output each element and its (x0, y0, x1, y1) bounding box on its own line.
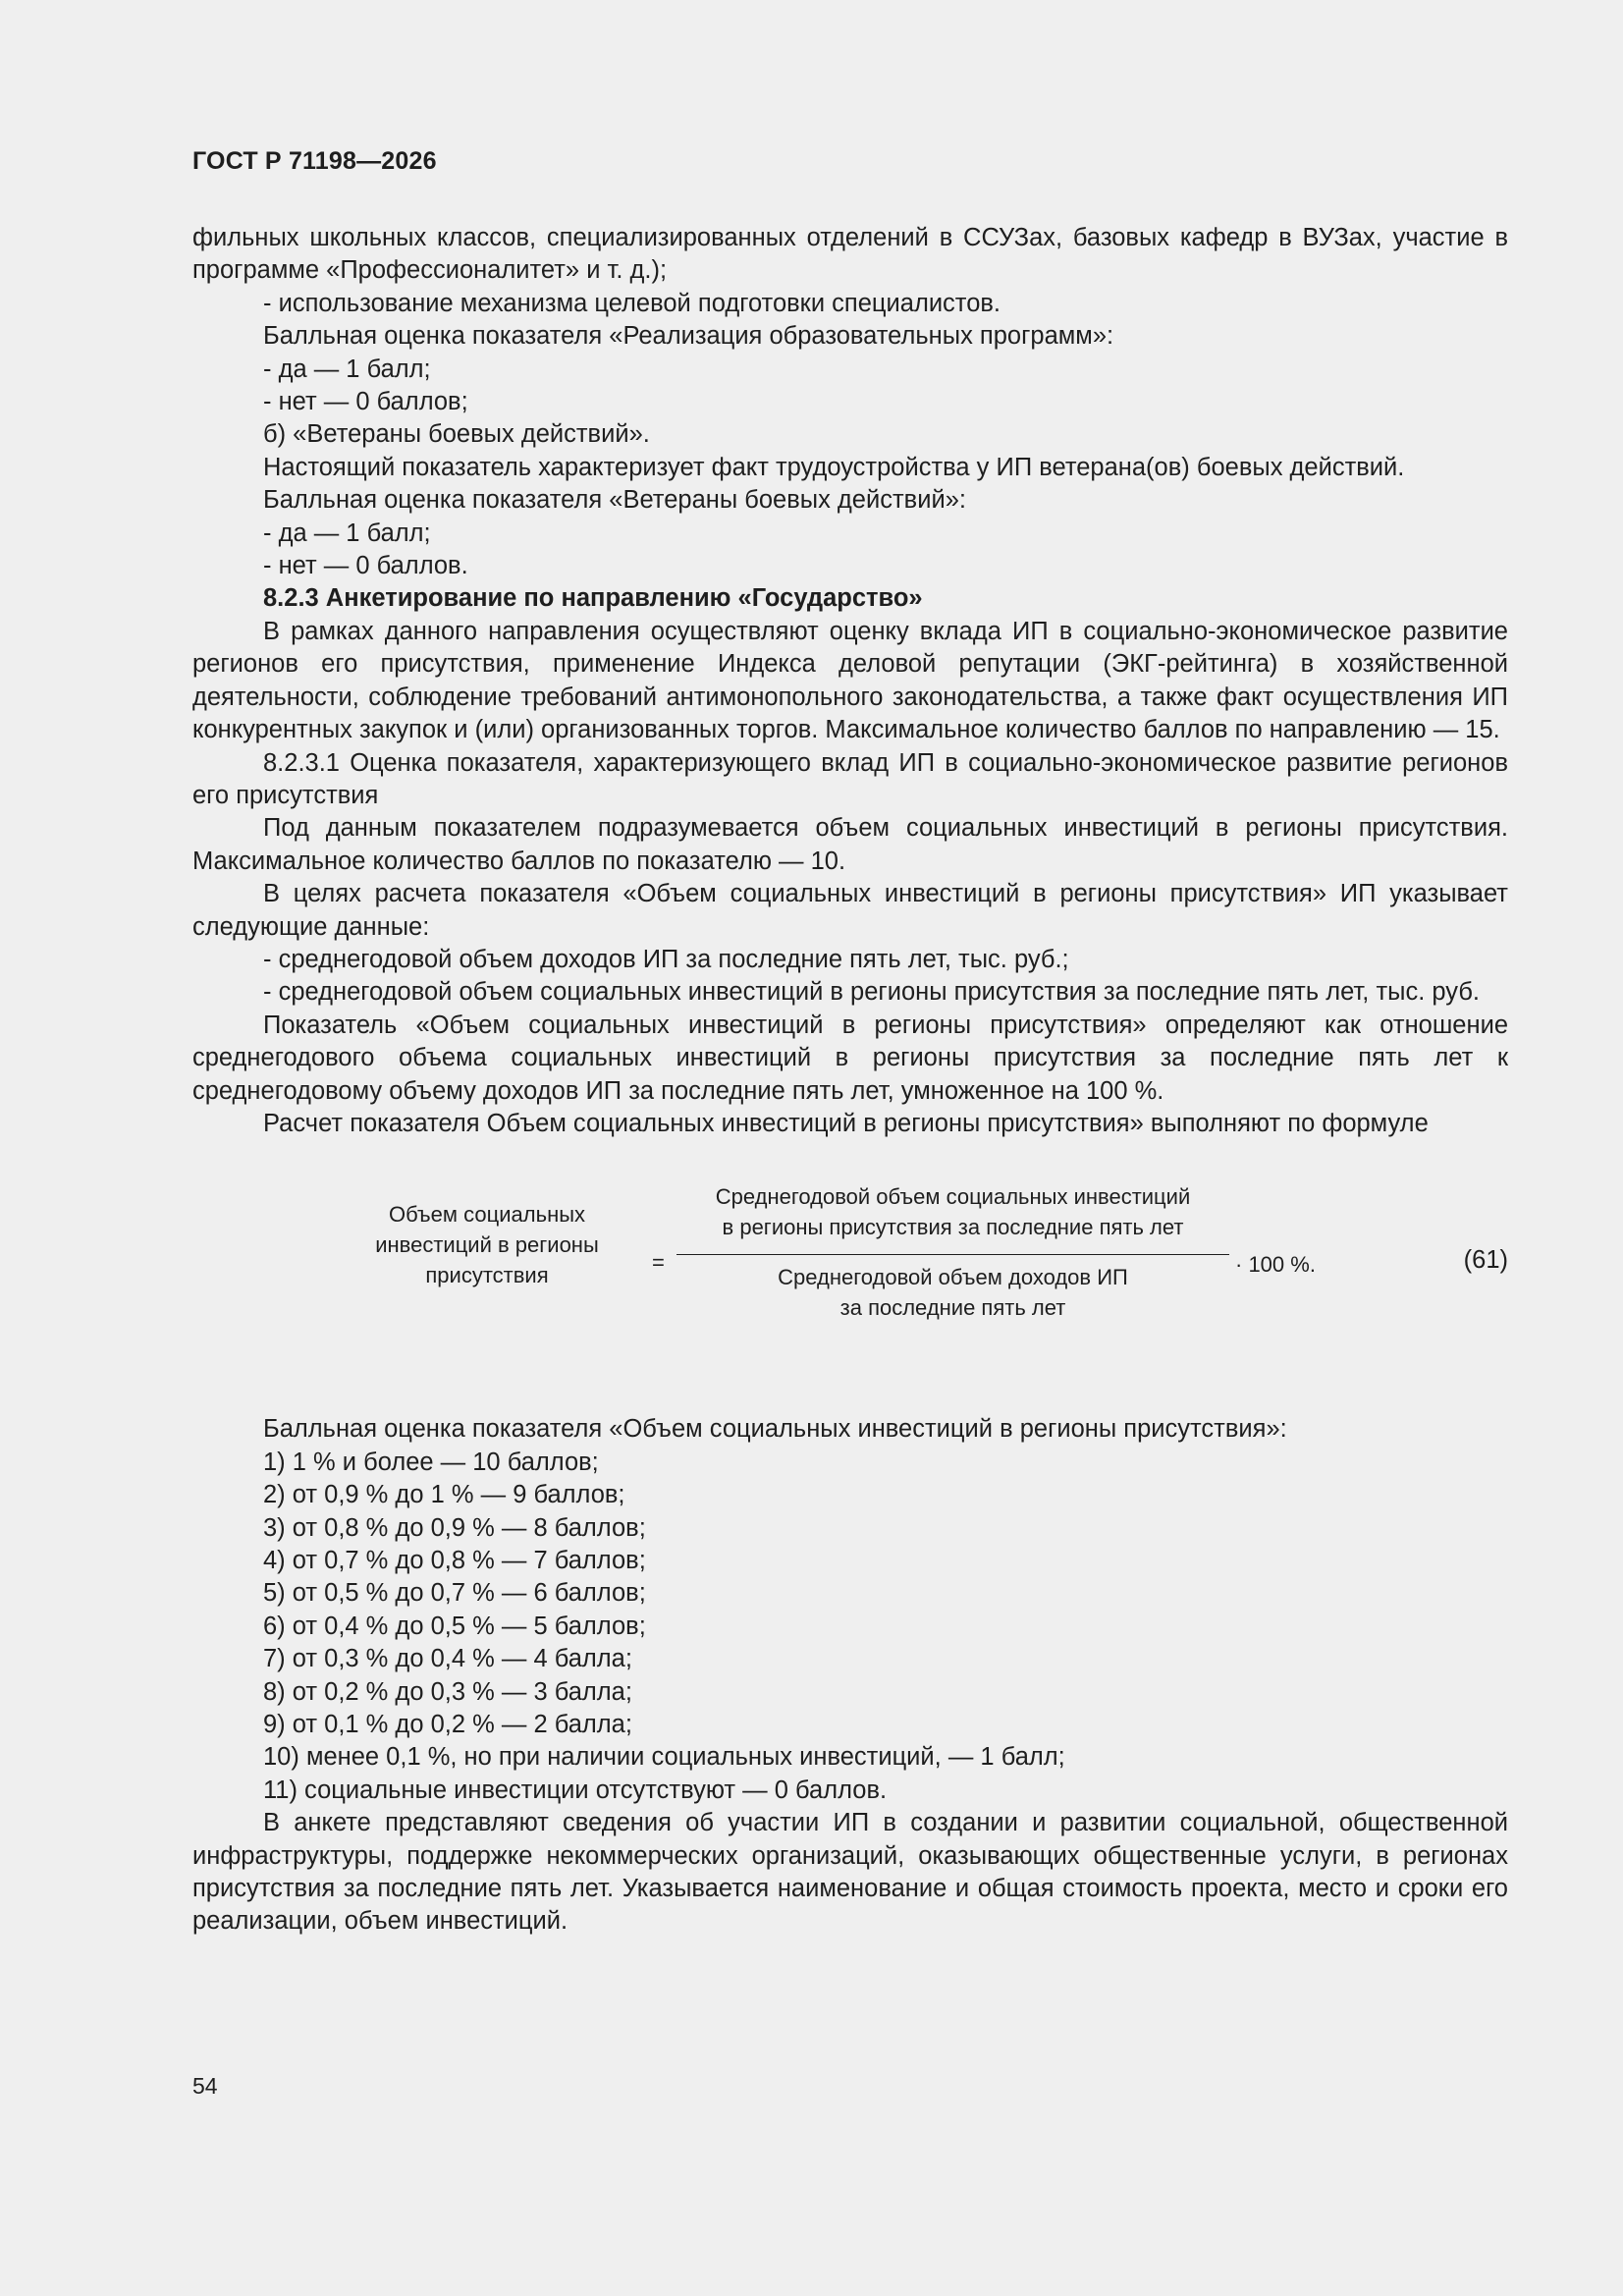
paragraph: В рамках данного направления осуществляют оценку вклада ИП в социально-экономическое развитие регионов его присутствия, применение Индекса деловой репутации (ЭКГ-рейтинга) в хозяйственной деятельности, соблюдение требований антимонопольного законодательства, а также факт осуществления ИП конкурентных закупок и (или) организованных торгов. Максимальное количество баллов по направлению — 15. (192, 617, 1508, 744)
list-item: 10) менее 0,1 %, но при наличии социальных инвестиций, — 1 балл; (263, 1743, 1065, 1772)
list-item: 11) социальные инвестиции отсутствуют — 0 баллов. (263, 1776, 888, 1804)
list-item: 7) от 0,3 % до 0,4 % — 4 балла; (263, 1645, 632, 1673)
list-item: 4) от 0,7 % до 0,8 % — 7 баллов; (263, 1547, 646, 1574)
fraction-bar (676, 1254, 1229, 1255)
paragraph: Балльная оценка показателя «Ветераны боевых действий»: (263, 486, 966, 515)
paragraph: Расчет показателя Объем социальных инвестиций в регионы присутствия» выполняют по формуле (263, 1109, 1429, 1137)
list-item: 6) от 0,4 % до 0,5 % — 5 баллов; (263, 1612, 646, 1640)
subsection-heading: 8.2.3.1 Оценка показателя, характеризующего вклад ИП в социально-экономическое развитие регионов его присутствия (192, 748, 1508, 809)
list-item: - нет — 0 баллов. (263, 552, 468, 580)
list-item: 5) от 0,5 % до 0,7 % — 6 баллов; (263, 1579, 646, 1608)
section-heading: 8.2.3 Анкетирование по направлению «Государство» (263, 584, 923, 613)
formula-lhs (374, 1199, 600, 1290)
list-item: - среднегодовой объем социальных инвестиций в регионы присутствия за последние пять лет, тыс. руб. (263, 978, 1481, 1007)
list-item: - использование механизма целевой подготовки специалистов. (263, 289, 1001, 317)
paragraph: Под данным показателем подразумевается объем социальных инвестиций в регионы присутствия. Максимальное количество баллов по показателю — 10. (192, 814, 1508, 875)
document-body (192, 222, 1508, 1939)
formula-denominator-line: Среднегодовой объем доходов ИП (778, 1265, 1128, 1290)
paragraph: б) «Ветераны боевых действий». (263, 420, 650, 449)
formula-number: (61) (1463, 1246, 1508, 1275)
list-item: - да — 1 балл; (263, 519, 431, 547)
formula-equals: = (652, 1250, 665, 1276)
formula-numerator-line: в регионы присутствия за последние пять лет (722, 1215, 1184, 1240)
formula-lhs-line: Объем социальных (388, 1202, 586, 1228)
paragraph: Показатель «Объем социальных инвестиций в регионы присутствия» определяют как отношение среднегодового объема социальных инвестиций в регионы присутствия за последние пять лет к среднегодовому объему доходов ИП за последние пять лет, умноженное на 100 %. (192, 1011, 1508, 1105)
list-item: - среднегодовой объем доходов ИП за последние пять лет, тыс. руб.; (263, 945, 1069, 973)
document-header: ГОСТ Р 71198—2026 (192, 147, 437, 175)
list-item: 2) от 0,9 % до 1 % — 9 баллов; (263, 1481, 625, 1509)
page-number: 54 (192, 2073, 218, 2099)
paragraph: В целях расчета показателя «Объем социальных инвестиций в регионы присутствия» ИП указывает следующие данные: (192, 880, 1508, 941)
formula-lhs-line: инвестиций в регионы (375, 1232, 599, 1258)
formula-numerator (676, 1181, 1229, 1242)
paragraph: В анкете представляют сведения об участии ИП в создании и развитии социальной, общественной инфраструктуры, поддержке некоммерческих организаций, оказывающих общественные услуги, в регионах присутствия за последние пять лет. Указывается наименование и общая стоимость проекта, место и сроки его реализации, объем инвестиций. (192, 1809, 1508, 1936)
list-item: 8) от 0,2 % до 0,3 % — 3 балла; (263, 1677, 632, 1706)
list-item: 9) от 0,1 % до 0,2 % — 2 балла; (263, 1711, 632, 1739)
list-item: 3) от 0,8 % до 0,9 % — 8 баллов; (263, 1513, 646, 1542)
paragraph: Балльная оценка показателя «Реализация образовательных программ»: (263, 322, 1114, 351)
formula-denominator (676, 1262, 1229, 1323)
formula-denominator-line: за последние пять лет (839, 1295, 1066, 1321)
paragraph: Настоящий показатель характеризует факт трудоустройства у ИП ветерана(ов) боевых действий. (263, 453, 1405, 481)
list-item: 1) 1 % и более — 10 баллов; (263, 1448, 599, 1476)
paragraph: Балльная оценка показателя «Объем социальных инвестиций в регионы присутствия»: (263, 1415, 1287, 1444)
formula-61 (192, 1179, 1508, 1366)
paragraph: фильных школьных классов, специализированных отделений в ССУЗах, базовых кафедр в ВУЗах, участие в программе «Профессионалитет» и т. д.); (192, 224, 1508, 285)
formula-multiplier: · 100 %. (1235, 1252, 1316, 1278)
formula-lhs-line: присутствия (425, 1263, 549, 1288)
list-item: - да — 1 балл; (263, 355, 431, 383)
list-item: - нет — 0 баллов; (263, 388, 468, 416)
formula-numerator-line: Среднегодовой объем социальных инвестиций (715, 1184, 1191, 1210)
